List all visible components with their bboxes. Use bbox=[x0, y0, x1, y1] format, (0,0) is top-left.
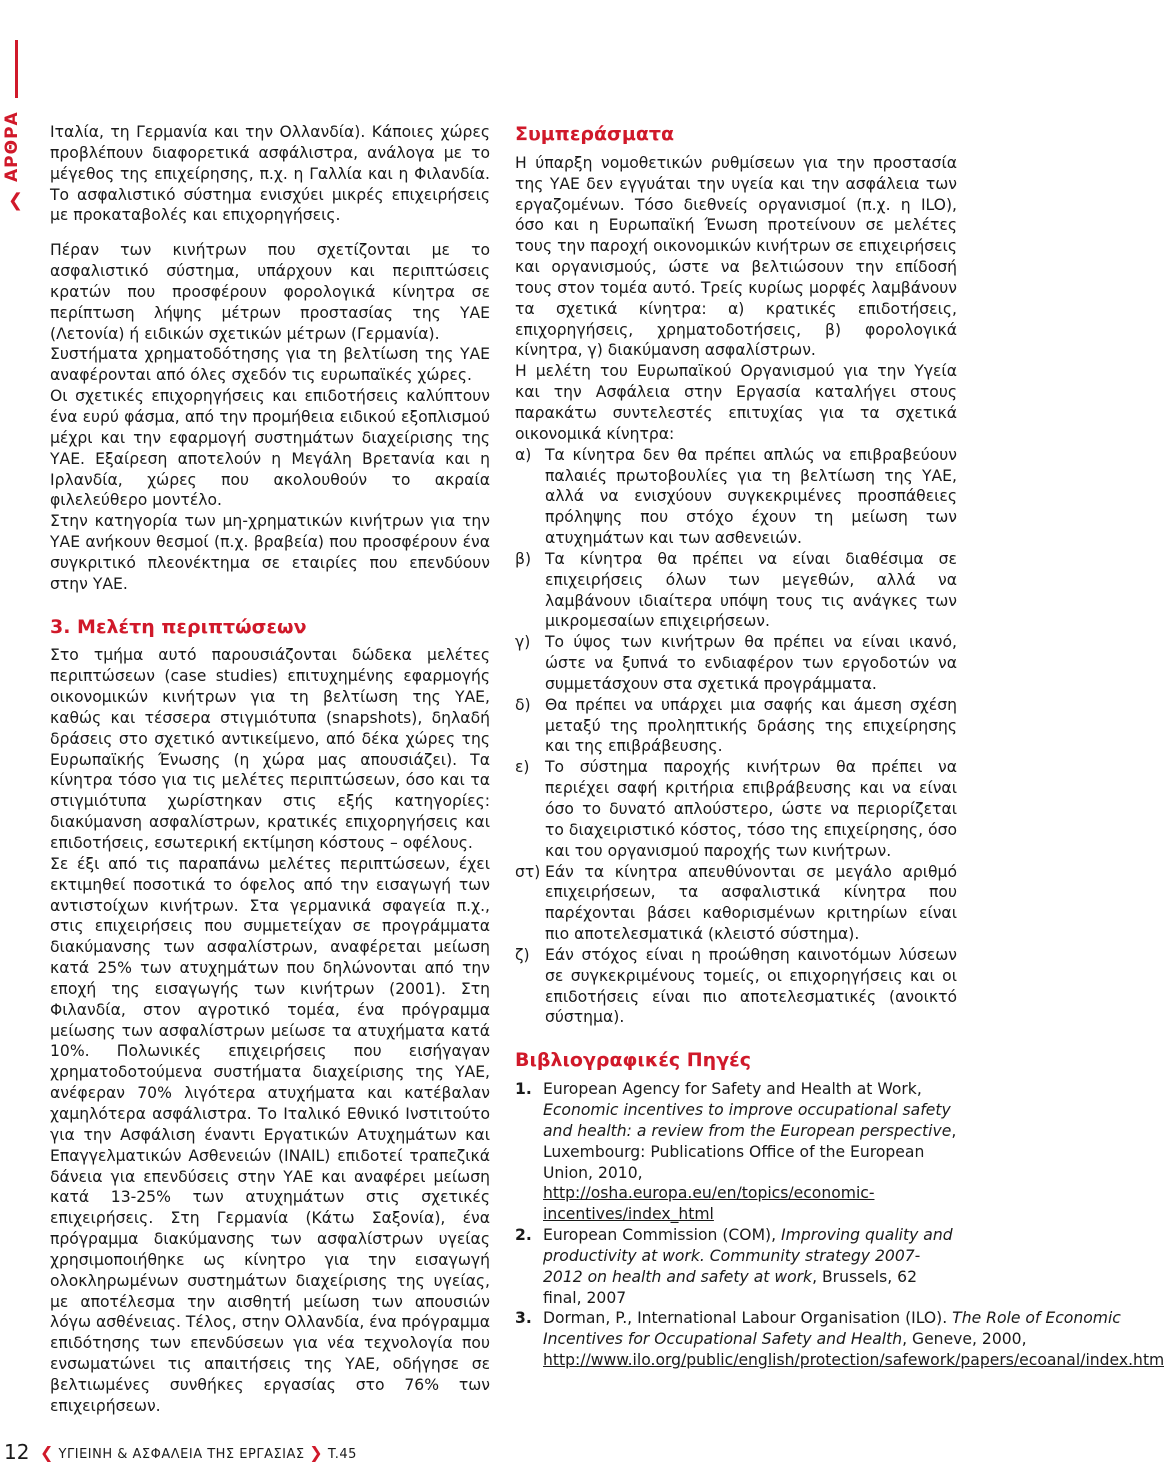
paragraph-funding: Συστήματα χρηματοδότησης για τη βελτίωση της ΥΑΕ αναφέρονται από όλες σχεδόν τις ευρωπαϊκές χώρες. bbox=[50, 345, 490, 385]
list-item-marker: α) bbox=[515, 445, 532, 464]
reference-authors: European Agency for Safety and Health at Work, bbox=[543, 1080, 922, 1099]
list-item bbox=[515, 695, 957, 758]
reference-publisher: , Luxembourg: Publications Office of the European Union, 2010, bbox=[543, 1121, 957, 1182]
left-column bbox=[50, 122, 490, 1417]
references-list bbox=[515, 1079, 1164, 1371]
page-footer bbox=[0, 1440, 960, 1470]
intro-paragraph: Ιταλία, τη Γερμανία και την Ολλανδία). Κάποιες χώρες προβλέπουν διαφορετικά ασφάλιστρα, ανάλογα με το μέγεθος της επιχείρησης, π.χ. η Γαλλία και η Φιλανδία. Το ασφαλιστικό σύστημα ενισχύει μικρές επιχειρήσεις με προκαταβολές και επιχορηγήσεις. bbox=[50, 123, 490, 225]
section-heading-references: Βιβλιογραφικές Πηγές bbox=[515, 1049, 751, 1072]
list-item-marker: β) bbox=[515, 549, 532, 568]
list-item-marker: δ) bbox=[515, 695, 531, 714]
right-column bbox=[515, 123, 1164, 1371]
list-item-text: Θα πρέπει να υπάρχει μια σαφής και άμεση σχέση μεταξύ της προληπτικής δράσης της επιχείρησης και της επιβράβευσης. bbox=[545, 695, 957, 756]
list-item-marker: ζ) bbox=[515, 945, 530, 964]
list-item-text: Το σύστημα παροχής κινήτρων θα πρέπει να περιέχει σαφή κριτήρια επιβράβευσης και να είναι όσο το δυνατό απλούστερο, ώστε να περιορίζεται το διαχειριστικό κόστος, τόσο της επιχείρησης, όσο και του οργανισμού παροχής των κινήτρων. bbox=[545, 758, 957, 860]
list-item-text: Τα κίνητρα θα πρέπει να είναι διαθέσιμα σε επιχειρήσεις όλων των μεγεθών, αλλά να λαμβάνουν ιδιαίτερα υπόψη τους τις ανάγκες των μικρομεσαίων επιχειρήσεων. bbox=[545, 549, 957, 631]
list-item bbox=[515, 549, 957, 632]
paragraph-grants: Οι σχετικές επιχορηγήσεις και επιδοτήσεις καλύπτουν ένα ευρύ φάσμα, από την προμήθεια ειδικού εξοπλισμού μέχρι και την εφαρμογή συστημάτων διαχείρισης της ΥΑΕ. Εξαίρεση αποτελούν η Μεγάλη Βρετανία και η Ιρλανδία, χώρες που ακολουθούν το ακραία φιλελεύθερο μοντέλο. bbox=[50, 387, 490, 510]
list-item-marker: ε) bbox=[515, 758, 530, 777]
reference-text bbox=[543, 1308, 1164, 1371]
paragraph-study: Η μελέτη του Ευρωπαϊκού Οργανισμού για την Υγεία και την Ασφάλεια στην Εργασία καταλήγει στους παρακάτω συντελεστές επιτυχίας για τα σχετικά οικονομικά κίνητρα: bbox=[515, 362, 957, 443]
list-item bbox=[515, 632, 957, 695]
list-item-text: Τα κίνητρα δεν θα πρέπει απλώς να επιβραβεύουν παλαιές πρωτοβουλίες για τη βελτίωση της ΥΑΕ, αλλά να ενισχύουν συγκεκριμένες προσπάθειες πρόληψης που στόχο έχουν τη μείωση των ατυχημάτων και των ασθενειών. bbox=[545, 445, 957, 548]
reference-title: Improving quality and productivity at work. Community strategy 2007-2012 on health and safety at work bbox=[543, 1226, 953, 1286]
reference-item bbox=[515, 1079, 957, 1225]
section-heading-conclusions: Συμπεράσματα bbox=[515, 123, 675, 145]
reference-item bbox=[515, 1308, 1164, 1371]
reference-publisher: , Brussels, 62 final, 2007 bbox=[543, 1267, 918, 1307]
paragraph-non-monetary: Στην κατηγορία των μη-χρηματικών κινήτρων για την ΥΑΕ ανήκουν θεσμοί (π.χ. βραβεία) που προσφέρουν ένα συγκριτικό πλεονέκτημα σε εταιρίες που επενδύουν στην ΥΑΕ. bbox=[50, 512, 490, 593]
footer-publication bbox=[40, 1443, 357, 1462]
reference-title: Economic incentives to improve occupational safety and health: a review from the European perspective bbox=[543, 1100, 952, 1140]
reference-title: The Role of Economic Incentives for Occupational Safety and Health bbox=[543, 1309, 1121, 1349]
reference-item bbox=[515, 1225, 957, 1308]
chevron-right-icon: ❯ bbox=[309, 1443, 324, 1462]
success-factors-list bbox=[515, 445, 957, 1029]
chevron-left-icon: ❮ bbox=[40, 1443, 54, 1462]
list-item-text: Εάν τα κίνητρα απευθύνονται σε μεγάλο αριθμό επιχειρήσεων, τα ασφαλιστικά κίνητρα που παρέχονται βάσει καθορισμένων κριτηρίων είναι πιο αποτελεσματικά (κλειστό σύστημα). bbox=[545, 862, 957, 944]
chevron-left-icon: ❮ bbox=[8, 190, 24, 211]
reference-publisher: , Geneve, 2000, bbox=[902, 1330, 1027, 1349]
reference-number: 1. bbox=[515, 1080, 532, 1099]
reference-text bbox=[543, 1079, 957, 1225]
reference-authors: Dorman, P., International Labour Organisation (ILO). bbox=[543, 1309, 953, 1328]
paragraph-results: Σε έξι από τις παραπάνω μελέτες περιπτώσεων, έχει εκτιμηθεί ποσοτικά το όφελος από την εισαγωγή των αντιστοίχων κινήτρων. Στα γερμανικά σφαγεία π.χ., στις επιχειρήσεις που συμμετείχαν σε προγράμματα διακύμανσης των ασφαλίστρων, αναφέρεται μείωση κατά 25% των ατυχημάτων που δηλώνονται από την εποχή της εισαγωγής των κινήτρων (2001). Στη Φιλανδία, στον αγροτικό τομέα, ένα πρόγραμμα μείωσης των ασφαλίστρων μείωσε τα ατυχήματα κατά 10%. Πολωνικές επιχειρήσεις που εισήγαγαν χρηματοδοτούμενα συστήματα διαχείρισης της ΥΑΕ, ανέφεραν 70% λιγότερα ατυχήματα και κατέβαλαν χαμηλότερα ασφάλιστρα. Το Ιταλικό Εθνικό Ινστιτούτο για την Ασφάλιση έναντι Εργατικών Ατυχημάτων και Επαγγελματικών Ασθενειών (INAIL) επιδοτεί τραπεζικά δάνεια για επενδύσεις στην ΥΑΕ και αναφέρει μείωση κατά 13-25% των ατυχημάτων στις σχετικές επιχειρήσεις. Στη Γερμανία (Κάτω Σαξονία), ένα πρόγραμμα διακύμανσης των ασφαλίστρων υγείας χρησιμοποιήθηκε ως κίνητρο για την εισαγωγή ολοκληρωμένων συστημάτων διαχείρισης της υγείας, με αποτέλεσμα την αισθητή μείωση των απουσιών λόγω ασθένειας. Τέλος, στην Ολλανδία, ένα πρόγραμμα επιδότησης των επενδύσεων για νέα τεχνολογία που ενσωματώνει τις απαιτήσεις της ΥΑΕ, οδήγησε σε βελτιωμένες συνθήκες εργασίας στο 76% των επιχειρήσεων. bbox=[50, 854, 490, 1415]
list-item bbox=[515, 445, 957, 549]
list-item bbox=[515, 945, 957, 1028]
section-tab bbox=[2, 40, 30, 240]
reference-link[interactable]: http://www.ilo.org/public/english/protection/safework/papers/ecoanal/index.htm bbox=[543, 1351, 1164, 1370]
paragraph-tax-incentives: Πέραν των κινήτρων που σχετίζονται με το ασφαλιστικό σύστημα, υπάρχουν και περιπτώσεις κρατών που προσφέρουν φορολογικά κίνητρα σε περίπτωση λήψης μέτρων προστασίας της ΥΑΕ (Λετονία) ή ειδικών σχετικών μέτρων (Γερμανία). bbox=[50, 241, 490, 343]
reference-number: 2. bbox=[515, 1226, 532, 1245]
paragraph-conclusions: Η ύπαρξη νομοθετικών ρυθμίσεων για την προστασία της ΥΑΕ δεν εγγυάται την υγεία και την ασφάλεια των εργαζομένων. Τόσο διεθνείς οργανισμοί (π.χ. η ILO), όσο και η Ευρωπαϊκή Ένωση προτείνουν σε μελέτες τους την παροχή οικονομικών κινήτρων σε επιχειρήσεις και οργανισμούς, ώστε να βελτιώσουν την επίδοσή τους στον τομέα αυτό. Τρείς κυρίως μορφές λαμβάνουν τα σχετικά κίνητρα: α) κρατικές επιδοτήσεις, επιχορηγήσεις, χρηματοδοτήσεις, β) φορολογικά κίνητρα, γ) διακύμανση ασφαλίστρων. bbox=[515, 153, 957, 360]
list-item-marker: γ) bbox=[515, 633, 531, 652]
list-item-text: Εάν στόχος είναι η προώθηση καινοτόμων λύσεων σε συγκεκριμένους τομείς, οι επιχορηγήσεις και οι επιδοτήσεις είναι πιο αποτελεσματικές (ανοικτό σύστημα). bbox=[545, 945, 957, 1027]
list-item bbox=[515, 862, 957, 945]
list-item bbox=[515, 757, 957, 861]
reference-number: 3. bbox=[515, 1309, 532, 1328]
list-item-marker: στ) bbox=[515, 862, 541, 881]
section-tab-line bbox=[15, 40, 18, 98]
section-heading-case-studies: 3. Μελέτη περιπτώσεων bbox=[50, 615, 307, 638]
page-number: 12 bbox=[4, 1440, 30, 1464]
footer-issue: T.45 bbox=[327, 1447, 357, 1462]
reference-link[interactable]: http://osha.europa.eu/en/topics/economic-incentives/index_html bbox=[543, 1184, 875, 1224]
paragraph-case-studies: Στο τμήμα αυτό παρουσιάζονται δώδεκα μελέτες περιπτώσεων (case studies) επιτυχημένης εφαρμογής οικονομικών κινήτρων για τη βελτίωση της ΥΑΕ, καθώς και τέσσερα στιγμιότυπα (snapshots), δηλαδή δράσεις στο σχετικό αντικείμενο, από δέκα χώρες της Ευρωπαϊκής Ένωσης (η χώρα μας απουσιάζει). Τα κίνητρα τόσο για τις μελέτες περιπτώσεων, όσο και τα στιγμιότυπα χωρίστηκαν στις εξής κατηγορίες: διακύμανση ασφαλίστρων, κρατικές επιχορηγήσεις και επιδοτήσεις, εσωτερική εκτίμηση κόστους – οφέλους. bbox=[50, 646, 490, 852]
section-tab-label: ΑΡΘΡΑ bbox=[2, 111, 22, 183]
footer-title: ΥΓΙΕΙΝΗ & ΑΣΦΑΛΕΙΑ ΤΗΣ ΕΡΓΑΣΙΑΣ bbox=[58, 1447, 305, 1462]
reference-text bbox=[543, 1225, 957, 1308]
list-item-text: Το ύψος των κινήτρων θα πρέπει να είναι ικανό, ώστε να ξυπνά το ενδιαφέρον των εργοδοτών να συμμετάσχουν στα σχετικά προγράμματα. bbox=[545, 633, 957, 693]
reference-authors: European Commission (COM), bbox=[543, 1226, 782, 1245]
